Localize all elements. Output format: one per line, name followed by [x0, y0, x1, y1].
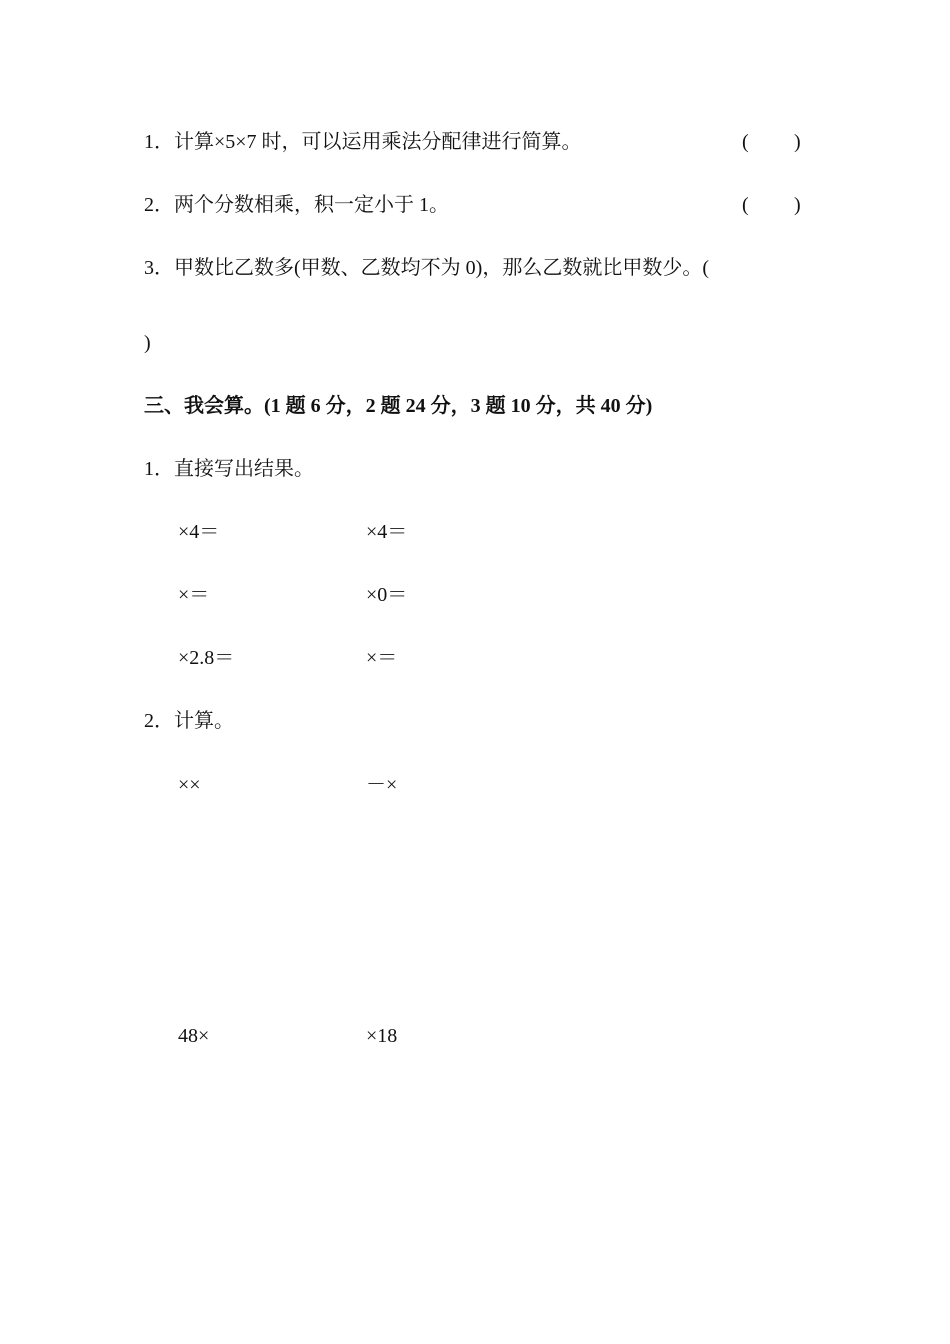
calc-item: 48×: [178, 1025, 210, 1047]
calc-item: ×0＝: [366, 584, 408, 606]
answer-paren-open-1[interactable]: (: [742, 131, 749, 153]
calc-item: ××: [178, 774, 201, 796]
judge-item-2-text: 2．两个分数相乘，积一定小于 1。: [144, 194, 449, 216]
calc-item: ×＝: [178, 584, 210, 606]
calc-item: ×18: [366, 1025, 398, 1047]
calc-item: ×4＝: [366, 521, 408, 543]
answer-paren-close-1[interactable]: ): [794, 131, 801, 153]
judge-item-1-text: 1．计算×5×7 时，可以运用乘法分配律进行简算。: [144, 131, 582, 153]
calc-item: －×: [366, 774, 398, 796]
calc-item: ×4＝: [178, 521, 220, 543]
judge-item-3-text: 3．甲数比乙数多(甲数、乙数均不为 0)，那么乙数就比甲数少。(: [144, 257, 709, 279]
section-3-title: 三、我会算。(1 题 6 分，2 题 24 分，3 题 10 分，共 40 分): [144, 395, 653, 417]
answer-paren-close-2[interactable]: ): [794, 194, 801, 216]
judge-item-3-continuation: ): [144, 332, 151, 354]
calc-item: ×2.8＝: [178, 647, 235, 669]
calc-item: ×＝: [366, 647, 398, 669]
question-1-label: 1．直接写出结果。: [144, 458, 314, 480]
answer-paren-open-2[interactable]: (: [742, 194, 749, 216]
question-2-label: 2．计算。: [144, 710, 234, 732]
